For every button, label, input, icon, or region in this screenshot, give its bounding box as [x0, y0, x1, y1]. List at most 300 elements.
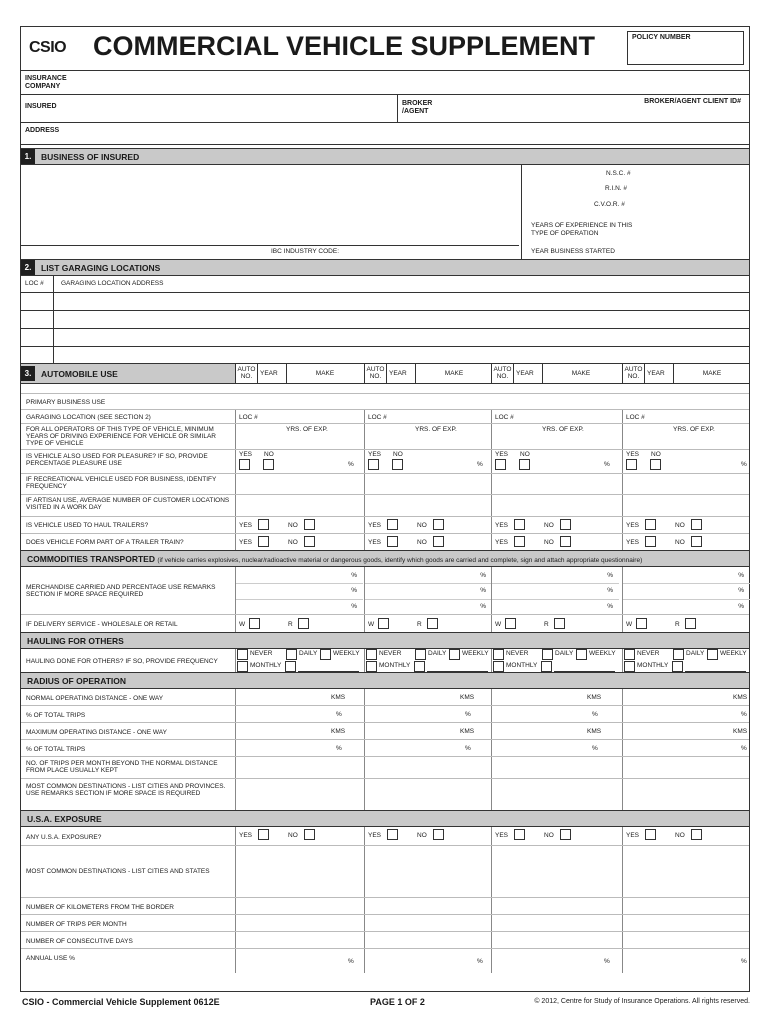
checkbox[interactable] [650, 459, 661, 470]
auto-cell-1[interactable] [235, 517, 363, 533]
auto-cell-2[interactable] [364, 846, 492, 897]
checkbox[interactable] [414, 661, 425, 672]
auto-cell-1[interactable] [235, 615, 363, 632]
address-field[interactable] [21, 123, 749, 145]
row-garaging [21, 410, 749, 424]
checkbox[interactable] [645, 829, 656, 840]
checkbox[interactable] [514, 536, 525, 547]
no-label: NO [544, 522, 554, 529]
commodities-header [21, 551, 749, 567]
underline [298, 671, 359, 672]
row-primary-use [21, 394, 749, 410]
auto-cell-2[interactable] [364, 567, 492, 614]
form-name: CSIO - Commercial Vehicle Supplement 0612E [22, 997, 220, 1007]
auto-cell-2[interactable] [364, 779, 492, 810]
auto-cell-3[interactable] [491, 949, 619, 973]
checkbox[interactable] [514, 829, 525, 840]
checkbox[interactable] [298, 618, 309, 629]
checkbox[interactable] [519, 459, 530, 470]
monthly-label: MONTHLY [637, 662, 669, 669]
broker-client-id-label: BROKER/AGENT CLIENT ID# [644, 98, 741, 105]
checkbox[interactable] [560, 829, 571, 840]
kms-label: KMS [331, 728, 346, 735]
no-label: NO [417, 539, 427, 546]
no-label: NO [417, 832, 427, 839]
auto-no-header: AUTO NO. [365, 364, 387, 383]
checkbox[interactable] [366, 661, 377, 672]
checkbox[interactable] [415, 649, 426, 660]
row-label: DOES VEHICLE FORM PART OF A TRAILER TRAIN? [26, 539, 184, 546]
checkbox[interactable] [495, 459, 506, 470]
row-label: MOST COMMON DESTINATIONS - LIST CITIES AND PROVINCES. USE REMARKS SECTION IF MORE SPACE IS REQUIRED [26, 783, 226, 797]
policy-number-field[interactable] [627, 31, 744, 65]
auto-cell-4[interactable] [622, 689, 750, 705]
auto-cell-1[interactable] [235, 534, 363, 550]
section-title [27, 554, 642, 564]
auto-cell-4[interactable] [622, 567, 750, 614]
wholesale-label: W [626, 621, 633, 628]
checkbox[interactable] [624, 661, 635, 672]
checkbox[interactable] [237, 649, 248, 660]
row-label: IS VEHICLE USED TO HAUL TRAILERS? [26, 522, 149, 529]
auto-cell-4[interactable] [622, 915, 750, 931]
checkbox[interactable] [285, 661, 296, 672]
auto-cell-2[interactable] [364, 898, 492, 914]
auto-cell-1[interactable] [235, 757, 363, 778]
year-header: YEAR [516, 370, 534, 377]
percent-sign: % [604, 461, 610, 468]
checkbox[interactable] [505, 618, 516, 629]
checkbox[interactable] [560, 519, 571, 530]
auto-cell-3[interactable] [491, 474, 619, 494]
loc-column-header: LOC # [25, 280, 44, 287]
row-merchandise [21, 567, 749, 615]
row-operators [21, 424, 749, 450]
row-label: ANNUAL USE % [26, 955, 75, 962]
auto-no-header: AUTO NO. [623, 364, 645, 383]
checkbox[interactable] [258, 829, 269, 840]
auto-cell-1[interactable] [235, 706, 363, 722]
section-2-header [21, 260, 749, 276]
no-label: NO [675, 832, 685, 839]
daily-label: DAILY [555, 650, 574, 657]
section-title: AUTOMOBILE USE [41, 369, 118, 379]
checkbox[interactable] [392, 459, 403, 470]
checkbox[interactable] [433, 829, 444, 840]
hauling-header [21, 633, 749, 649]
yes-label: YES [368, 832, 382, 839]
auto-cell-2[interactable] [364, 740, 492, 756]
auto-cell-1[interactable] [235, 474, 363, 494]
percent-sign: % [465, 745, 471, 752]
checkbox[interactable] [673, 649, 684, 660]
auto-cell-2[interactable] [364, 424, 492, 449]
row-trips-month [21, 915, 749, 932]
yes-label: YES [239, 451, 253, 458]
checkbox[interactable] [493, 661, 504, 672]
checkbox[interactable] [626, 459, 637, 470]
auto-cell-3[interactable] [491, 779, 619, 810]
auto-cell-2[interactable] [364, 410, 492, 423]
divider [521, 165, 522, 259]
kms-label: KMS [460, 728, 475, 735]
monthly-label: MONTHLY [506, 662, 538, 669]
loc-label: LOC # [626, 414, 645, 421]
business-of-insured [21, 165, 749, 260]
radius-header [21, 673, 749, 689]
percent-sign: % [607, 572, 613, 579]
auto-cell-4[interactable] [622, 706, 750, 722]
auto-cell-4[interactable] [622, 450, 750, 473]
yes-label: YES [368, 522, 382, 529]
auto-cell-1[interactable] [235, 915, 363, 931]
yes-label: YES [368, 451, 382, 458]
auto-cell-1[interactable] [235, 723, 363, 739]
checkbox[interactable] [304, 536, 315, 547]
auto-cell-4[interactable] [622, 932, 750, 948]
percent-sign: % [741, 958, 747, 965]
csio-logo: CSIO [29, 39, 67, 56]
auto-cell-2[interactable] [364, 534, 492, 550]
auto-cell-1[interactable] [235, 424, 363, 449]
auto-cell-4[interactable] [622, 474, 750, 494]
checkbox[interactable] [368, 459, 379, 470]
row-label: GARAGING LOCATION (SEE SECTION 2) [26, 414, 151, 421]
auto-cell-1[interactable] [235, 949, 363, 973]
no-label: NO [520, 451, 530, 458]
checkbox[interactable] [645, 519, 656, 530]
checkbox[interactable] [493, 649, 504, 660]
table-row-line [21, 310, 749, 311]
checkbox[interactable] [707, 649, 718, 660]
row-label: FOR ALL OPERATORS OF THIS TYPE OF VEHICLE, MINIMUM YEARS OF DRIVING EXPERIENCE FOR VEHICLE OR SIMILAR TYPE OF VEHICLE [26, 426, 216, 447]
auto-cell-2[interactable] [364, 932, 492, 948]
row-label: NO. OF TRIPS PER MONTH BEYOND THE NORMAL DISTANCE FROM PLACE USUALLY KEPT [26, 760, 218, 774]
auto-cell-2[interactable] [364, 495, 492, 516]
auto-cell-3[interactable] [491, 649, 619, 672]
row-destinations [21, 779, 749, 811]
auto-cell-2[interactable] [364, 949, 492, 973]
row-km-border [21, 898, 749, 915]
auto-cell-1[interactable] [235, 740, 363, 756]
nsc-label: N.S.C. # [606, 170, 631, 177]
rin-label: R.I.N. # [605, 185, 628, 192]
weekly-label: WEEKLY [333, 650, 360, 657]
yes-label: YES [495, 522, 509, 529]
auto-cell-2[interactable] [364, 827, 492, 845]
auto-cell-1[interactable] [235, 846, 363, 897]
auto-cell-3[interactable] [491, 450, 619, 473]
make-header: MAKE [571, 370, 591, 377]
checkbox[interactable] [514, 519, 525, 530]
checkbox[interactable] [249, 618, 260, 629]
auto-cell-4[interactable] [622, 827, 750, 845]
auto-cell-3[interactable] [491, 615, 619, 632]
row-trailer-train [21, 534, 749, 551]
form-header [21, 27, 749, 71]
auto-cell-1[interactable] [235, 932, 363, 948]
underline [685, 671, 746, 672]
auto-cell-2[interactable] [364, 517, 492, 533]
cvor-label: C.V.O.R. # [594, 201, 625, 208]
section-1-header [21, 149, 749, 165]
checkbox[interactable] [320, 649, 331, 660]
page-footer [20, 997, 750, 1017]
percent-sign: % [336, 745, 342, 752]
auto-cell-2[interactable] [364, 450, 492, 473]
section-number: 2. [21, 260, 35, 275]
auto-cell-3[interactable] [491, 827, 619, 845]
checkbox[interactable] [378, 618, 389, 629]
make-header: MAKE [444, 370, 464, 377]
kms-label: KMS [733, 694, 748, 701]
percent-sign: % [477, 958, 483, 965]
auto-cell-4[interactable] [622, 949, 750, 973]
row-label: NUMBER OF KILOMETERS FROM THE BORDER [26, 904, 174, 911]
checkbox[interactable] [239, 459, 250, 470]
auto-cell-1[interactable] [235, 898, 363, 914]
yes-label: YES [239, 522, 253, 529]
page-number: PAGE 1 OF 2 [370, 997, 425, 1007]
auto-cell-4[interactable] [622, 757, 750, 778]
yes-label: YES [495, 451, 509, 458]
auto-cell-3[interactable] [491, 915, 619, 931]
garaging-locations-table [21, 276, 749, 364]
percent-sign: % [336, 711, 342, 718]
auto-cell-3[interactable] [491, 567, 619, 614]
no-label: NO [288, 832, 298, 839]
auto-cell-3[interactable] [491, 534, 619, 550]
auto-cell-4[interactable] [622, 534, 750, 550]
auto-cell-3[interactable] [491, 517, 619, 533]
checkbox[interactable] [685, 618, 696, 629]
auto-cell-2[interactable] [364, 757, 492, 778]
percent-sign: % [592, 711, 598, 718]
checkbox[interactable] [541, 661, 552, 672]
auto-cell-3[interactable] [491, 689, 619, 705]
loc-label: LOC # [495, 414, 514, 421]
row-recreational [21, 474, 749, 495]
row-delivery [21, 615, 749, 633]
yrs-exp-label: YRS. OF EXP. [673, 426, 715, 433]
divider [21, 245, 519, 246]
commodities-title: COMMODITIES TRANSPORTED [27, 554, 155, 564]
checkbox[interactable] [691, 829, 702, 840]
auto-cell-1[interactable] [235, 779, 363, 810]
row-label: NUMBER OF CONSECUTIVE DAYS [26, 938, 133, 945]
auto-cell-3[interactable] [491, 495, 619, 516]
spacer [21, 384, 749, 394]
auto-cell-1[interactable] [235, 410, 363, 423]
checkbox[interactable] [304, 829, 315, 840]
no-label: NO [544, 539, 554, 546]
no-label: NO [288, 522, 298, 529]
checkbox[interactable] [624, 649, 635, 660]
checkbox[interactable] [449, 649, 460, 660]
percent-sign: % [592, 745, 598, 752]
year-header: YEAR [647, 370, 665, 377]
auto-cell-1[interactable] [235, 689, 363, 705]
checkbox[interactable] [258, 536, 269, 547]
table-row-line [21, 292, 749, 293]
divider [397, 95, 398, 122]
auto-cell-3[interactable] [491, 740, 619, 756]
form-title: COMMERCIAL VEHICLE SUPPLEMENT [93, 31, 596, 61]
weekly-label: WEEKLY [589, 650, 616, 657]
row-hauling [21, 649, 749, 673]
row-label: ANY U.S.A. EXPOSURE? [26, 834, 102, 841]
auto-cell-2[interactable] [364, 706, 492, 722]
percent-sign: % [351, 572, 357, 579]
auto-cell-3[interactable] [491, 898, 619, 914]
no-label: NO [393, 451, 403, 458]
row-normal-distance [21, 689, 749, 706]
no-label: NO [417, 522, 427, 529]
auto-cell-1[interactable] [235, 827, 363, 845]
auto-cell-4[interactable] [622, 779, 750, 810]
checkbox[interactable] [542, 649, 553, 660]
weekly-label: WEEKLY [720, 650, 747, 657]
never-label: NEVER [637, 650, 660, 657]
auto-cell-2[interactable] [364, 723, 492, 739]
auto-cell-4[interactable] [622, 740, 750, 756]
checkbox[interactable] [263, 459, 274, 470]
checkbox[interactable] [691, 519, 702, 530]
checkbox[interactable] [387, 519, 398, 530]
auto-no-header: AUTO NO. [492, 364, 514, 383]
kms-label: KMS [460, 694, 475, 701]
auto-cell-4[interactable] [622, 846, 750, 897]
address-column-header: GARAGING LOCATION ADDRESS [61, 280, 164, 287]
checkbox[interactable] [387, 536, 398, 547]
auto-cell-4[interactable] [622, 723, 750, 739]
row-max-distance [21, 723, 749, 740]
kms-label: KMS [587, 694, 602, 701]
checkbox[interactable] [304, 519, 315, 530]
auto-cell-3[interactable] [491, 932, 619, 948]
auto-cell-3[interactable] [491, 757, 619, 778]
auto-cell-4[interactable] [622, 517, 750, 533]
row-label: PRIMARY BUSINESS USE [26, 399, 106, 406]
yrs-exp-label: YRS. OF EXP. [286, 426, 328, 433]
checkbox[interactable] [258, 519, 269, 530]
auto-cell-3[interactable] [491, 706, 619, 722]
auto-cell-1[interactable] [235, 450, 363, 473]
never-label: NEVER [506, 650, 529, 657]
auto-cell-1[interactable] [235, 649, 363, 672]
retail-label: R [288, 621, 293, 628]
checkbox[interactable] [672, 661, 683, 672]
retail-label: R [417, 621, 422, 628]
checkbox[interactable] [560, 536, 571, 547]
percent-sign: % [604, 958, 610, 965]
commodities-note: (if vehicle carries explosives, nuclear/radioactive material or dangerous goods, identify which goods are carried and complete, sign and attach appropriate questionnaire) [157, 557, 643, 564]
row-consecutive-days [21, 932, 749, 949]
checkbox[interactable] [387, 829, 398, 840]
no-label: NO [544, 832, 554, 839]
auto-cell-3[interactable] [491, 846, 619, 897]
usa-header [21, 811, 749, 827]
wholesale-label: W [239, 621, 246, 628]
divider [365, 599, 492, 600]
checkbox[interactable] [691, 536, 702, 547]
insurance-company-field[interactable] [21, 71, 749, 95]
auto-cell-4[interactable] [622, 898, 750, 914]
row-usa-exposure [21, 827, 749, 846]
percent-sign: % [477, 461, 483, 468]
monthly-label: MONTHLY [250, 662, 282, 669]
checkbox[interactable] [645, 536, 656, 547]
section-title: HAULING FOR OTHERS [27, 636, 124, 646]
auto-column-header-1 [235, 364, 363, 383]
checkbox[interactable] [427, 618, 438, 629]
year-header: YEAR [260, 370, 278, 377]
copyright: © 2012, Centre for Study of Insurance Operations. All rights reserved. [534, 998, 750, 1005]
auto-cell-2[interactable] [364, 689, 492, 705]
monthly-label: MONTHLY [379, 662, 411, 669]
row-trips-beyond [21, 757, 749, 779]
make-header: MAKE [702, 370, 722, 377]
percent-sign: % [348, 461, 354, 468]
insured-broker-row [21, 95, 749, 123]
auto-cell-2[interactable] [364, 615, 492, 632]
no-label: NO [288, 539, 298, 546]
wholesale-label: W [495, 621, 502, 628]
checkbox[interactable] [636, 618, 647, 629]
row-pct-trips-2 [21, 740, 749, 757]
row-label: % OF TOTAL TRIPS [26, 746, 86, 753]
auto-column-header-4 [622, 364, 750, 383]
auto-cell-4[interactable] [622, 649, 750, 672]
checkbox[interactable] [237, 661, 248, 672]
checkbox[interactable] [366, 649, 377, 660]
row-label: IF DELIVERY SERVICE - WHOLESALE OR RETAIL [26, 621, 178, 628]
auto-cell-2[interactable] [364, 474, 492, 494]
checkbox[interactable] [433, 536, 444, 547]
auto-cell-4[interactable] [622, 615, 750, 632]
underline [554, 671, 615, 672]
percent-sign: % [480, 603, 486, 610]
section-title: U.S.A. EXPOSURE [27, 814, 102, 824]
divider [623, 599, 750, 600]
row-artisan [21, 495, 749, 517]
auto-cell-4[interactable] [622, 424, 750, 449]
auto-cell-3[interactable] [491, 424, 619, 449]
percent-sign: % [351, 603, 357, 610]
auto-cell-4[interactable] [622, 410, 750, 423]
percent-sign: % [607, 603, 613, 610]
checkbox[interactable] [576, 649, 587, 660]
checkbox[interactable] [286, 649, 297, 660]
yrs-exp-label: YRS. OF EXP. [542, 426, 584, 433]
auto-cell-1[interactable] [235, 495, 363, 516]
form-page [20, 26, 750, 992]
auto-cell-3[interactable] [491, 410, 619, 423]
auto-cell-4[interactable] [622, 495, 750, 516]
auto-cell-1[interactable] [235, 567, 363, 614]
auto-cell-3[interactable] [491, 723, 619, 739]
checkbox[interactable] [554, 618, 565, 629]
make-header: MAKE [315, 370, 335, 377]
yes-label: YES [368, 539, 382, 546]
yes-label: YES [239, 832, 253, 839]
checkbox[interactable] [433, 519, 444, 530]
auto-cell-2[interactable] [364, 915, 492, 931]
auto-cell-2[interactable] [364, 649, 492, 672]
insured-label: INSURED [25, 103, 57, 110]
row-usa-destinations [21, 846, 749, 898]
auto-column-header-2 [364, 364, 492, 383]
